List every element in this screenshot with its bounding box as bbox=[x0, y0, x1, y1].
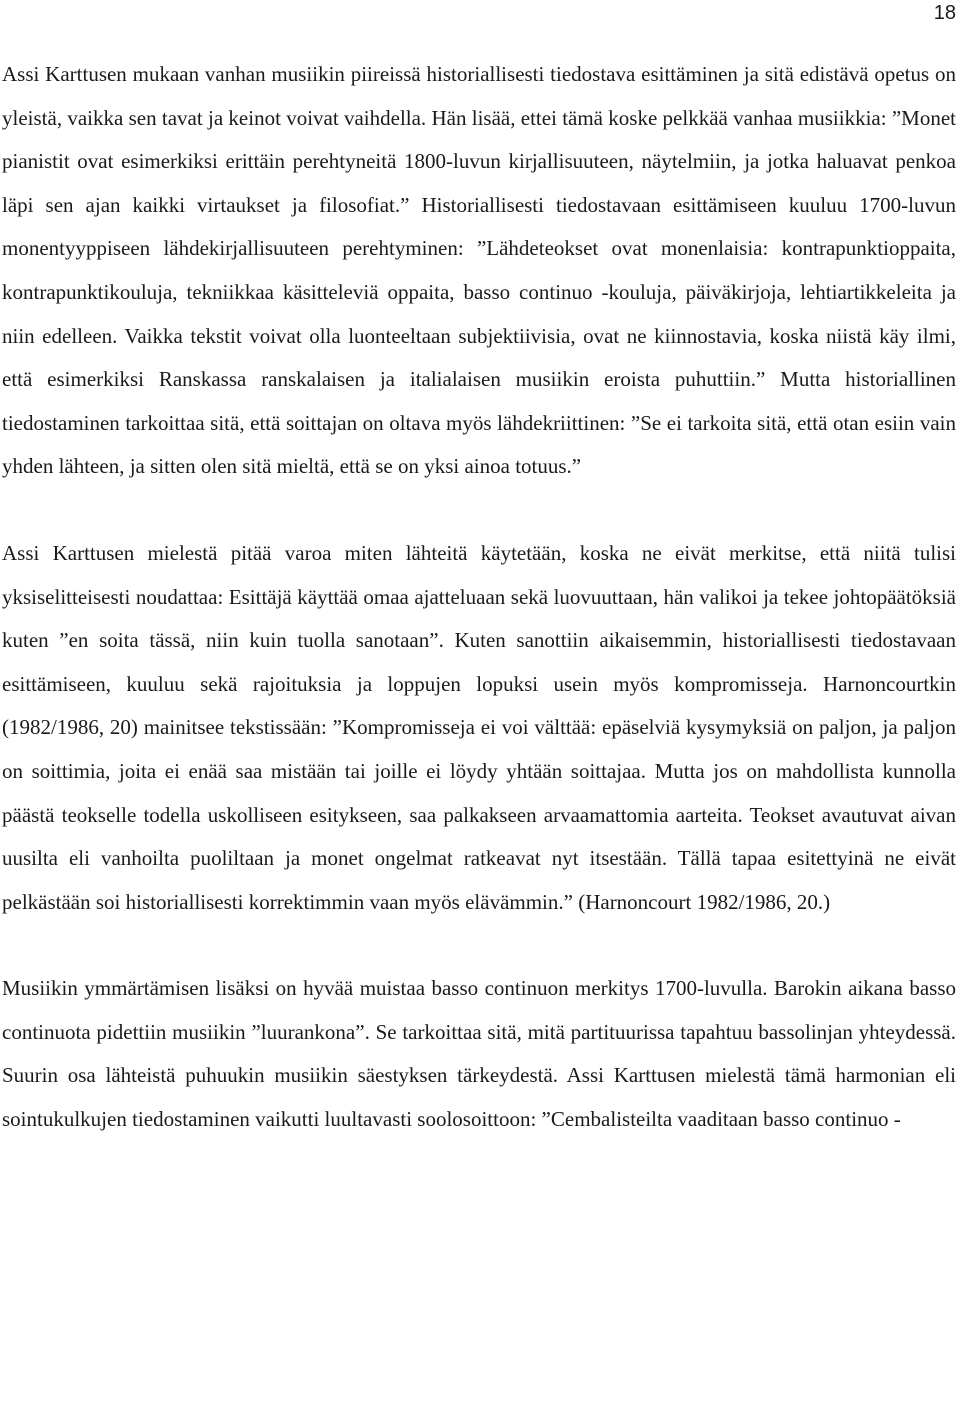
document-body bbox=[2, 53, 956, 1142]
paragraph: Musiikin ymmärtämisen lisäksi on hyvää muistaa basso continuon merkitys 1700-luvulla. Barokin aikana basso continuota pidettiin musiikin ”luurankona”. Se tarkoittaa sitä, mitä partituurissa tapahtuu bassolinjan yhteydessä. Suurin osa lähteistä puhuukin musiikin säestyksen tärkeydestä. Assi Karttusen mielestä tämä harmonian eli sointukulkujen tiedostaminen vaikutti luultavasti soolosoittoon: ”Cembalisteilta vaaditaan basso continuo - bbox=[2, 976, 956, 1132]
paragraph: Assi Karttusen mukaan vanhan musiikin piireissä historiallisesti tiedostava esittäminen ja sitä edistävä opetus on yleistä, vaikka sen tavat ja keinot voivat vaihdella. Hän lisää, ettei tämä koske pelkkää vanhaa musiikkia: ”Monet pianistit ovat esimerkiksi erittäin perehtyneitä 1800-luvun kirjallisuuteen, näytelmiin, ja jotka haluavat penkoa läpi sen ajan kaikki virtaukset ja filosofiat.” Historiallisesti tiedostavaan esittämiseen kuuluu 1700-luvun monentyyppiseen lähdekirjallisuuteen perehtyminen: ”Lähdeteokset ovat monenlaisia: kontrapunktioppaita, kontrapunktikouluja, tekniikkaa käsitteleviä oppaita, basso continuo -kouluja, päiväkirjoja, lehtiartikkeleita ja niin edelleen. Vaikka tekstit voivat olla luonteeltaan subjektiivisia, ovat ne kiinnostavia, koska niistä käy ilmi, että esimerkiksi Ranskassa ranskalaisen ja italialaisen musiikin eroista puhuttiin.” Mutta historiallinen tiedostaminen tarkoittaa sitä, että soittajan on oltava myös lähdekriittinen: ”Se ei tarkoita sitä, että otan esiin vain yhden lähteen, ja sitten olen sitä mieltä, että se on yksi ainoa totuus.” bbox=[2, 62, 956, 479]
page-number: 18 bbox=[933, 2, 956, 24]
paragraph: Assi Karttusen mielestä pitää varoa miten lähteitä käytetään, koska ne eivät merkitse, että niitä tulisi yksiselitteisesti noudattaa: Esittäjä käyttää omaa ajatteluaan sekä luovuuttaan, hän valikoi ja tekee johtopäätöksiä kuten ”en soita tässä, niin kuin tuolla sanotaan”. Kuten sanottiin aikaisemmin, historiallisesti tiedostavaan esittämiseen, kuuluu sekä rajoituksia ja loppujen lopuksi usein myös kompromisseja. Harnoncourtkin (1982/1986, 20) mainitsee tekstissään: ”Kompromisseja ei voi välttää: epäselviä kysymyksiä on paljon, ja paljon on soittimia, joita ei enää saa mistään tai joille ei löydy yhtään soittajaa. Mutta jos on mahdollista kunnolla päästä teokselle todella uskolliseen esitykseen, saa palkakseen arvaamattomia aarteita. Teokset avautuvat aivan uusilta eli vanhoilta puoliltaan ja monet ongelmat ratkeavat nyt itsestään. Tällä tapaa esitettyinä ne eivät pelkästään soi historiallisesti korrektimmin vaan myös elävämmin.” (Harnoncourt 1982/1986, 20.) bbox=[2, 540, 956, 914]
